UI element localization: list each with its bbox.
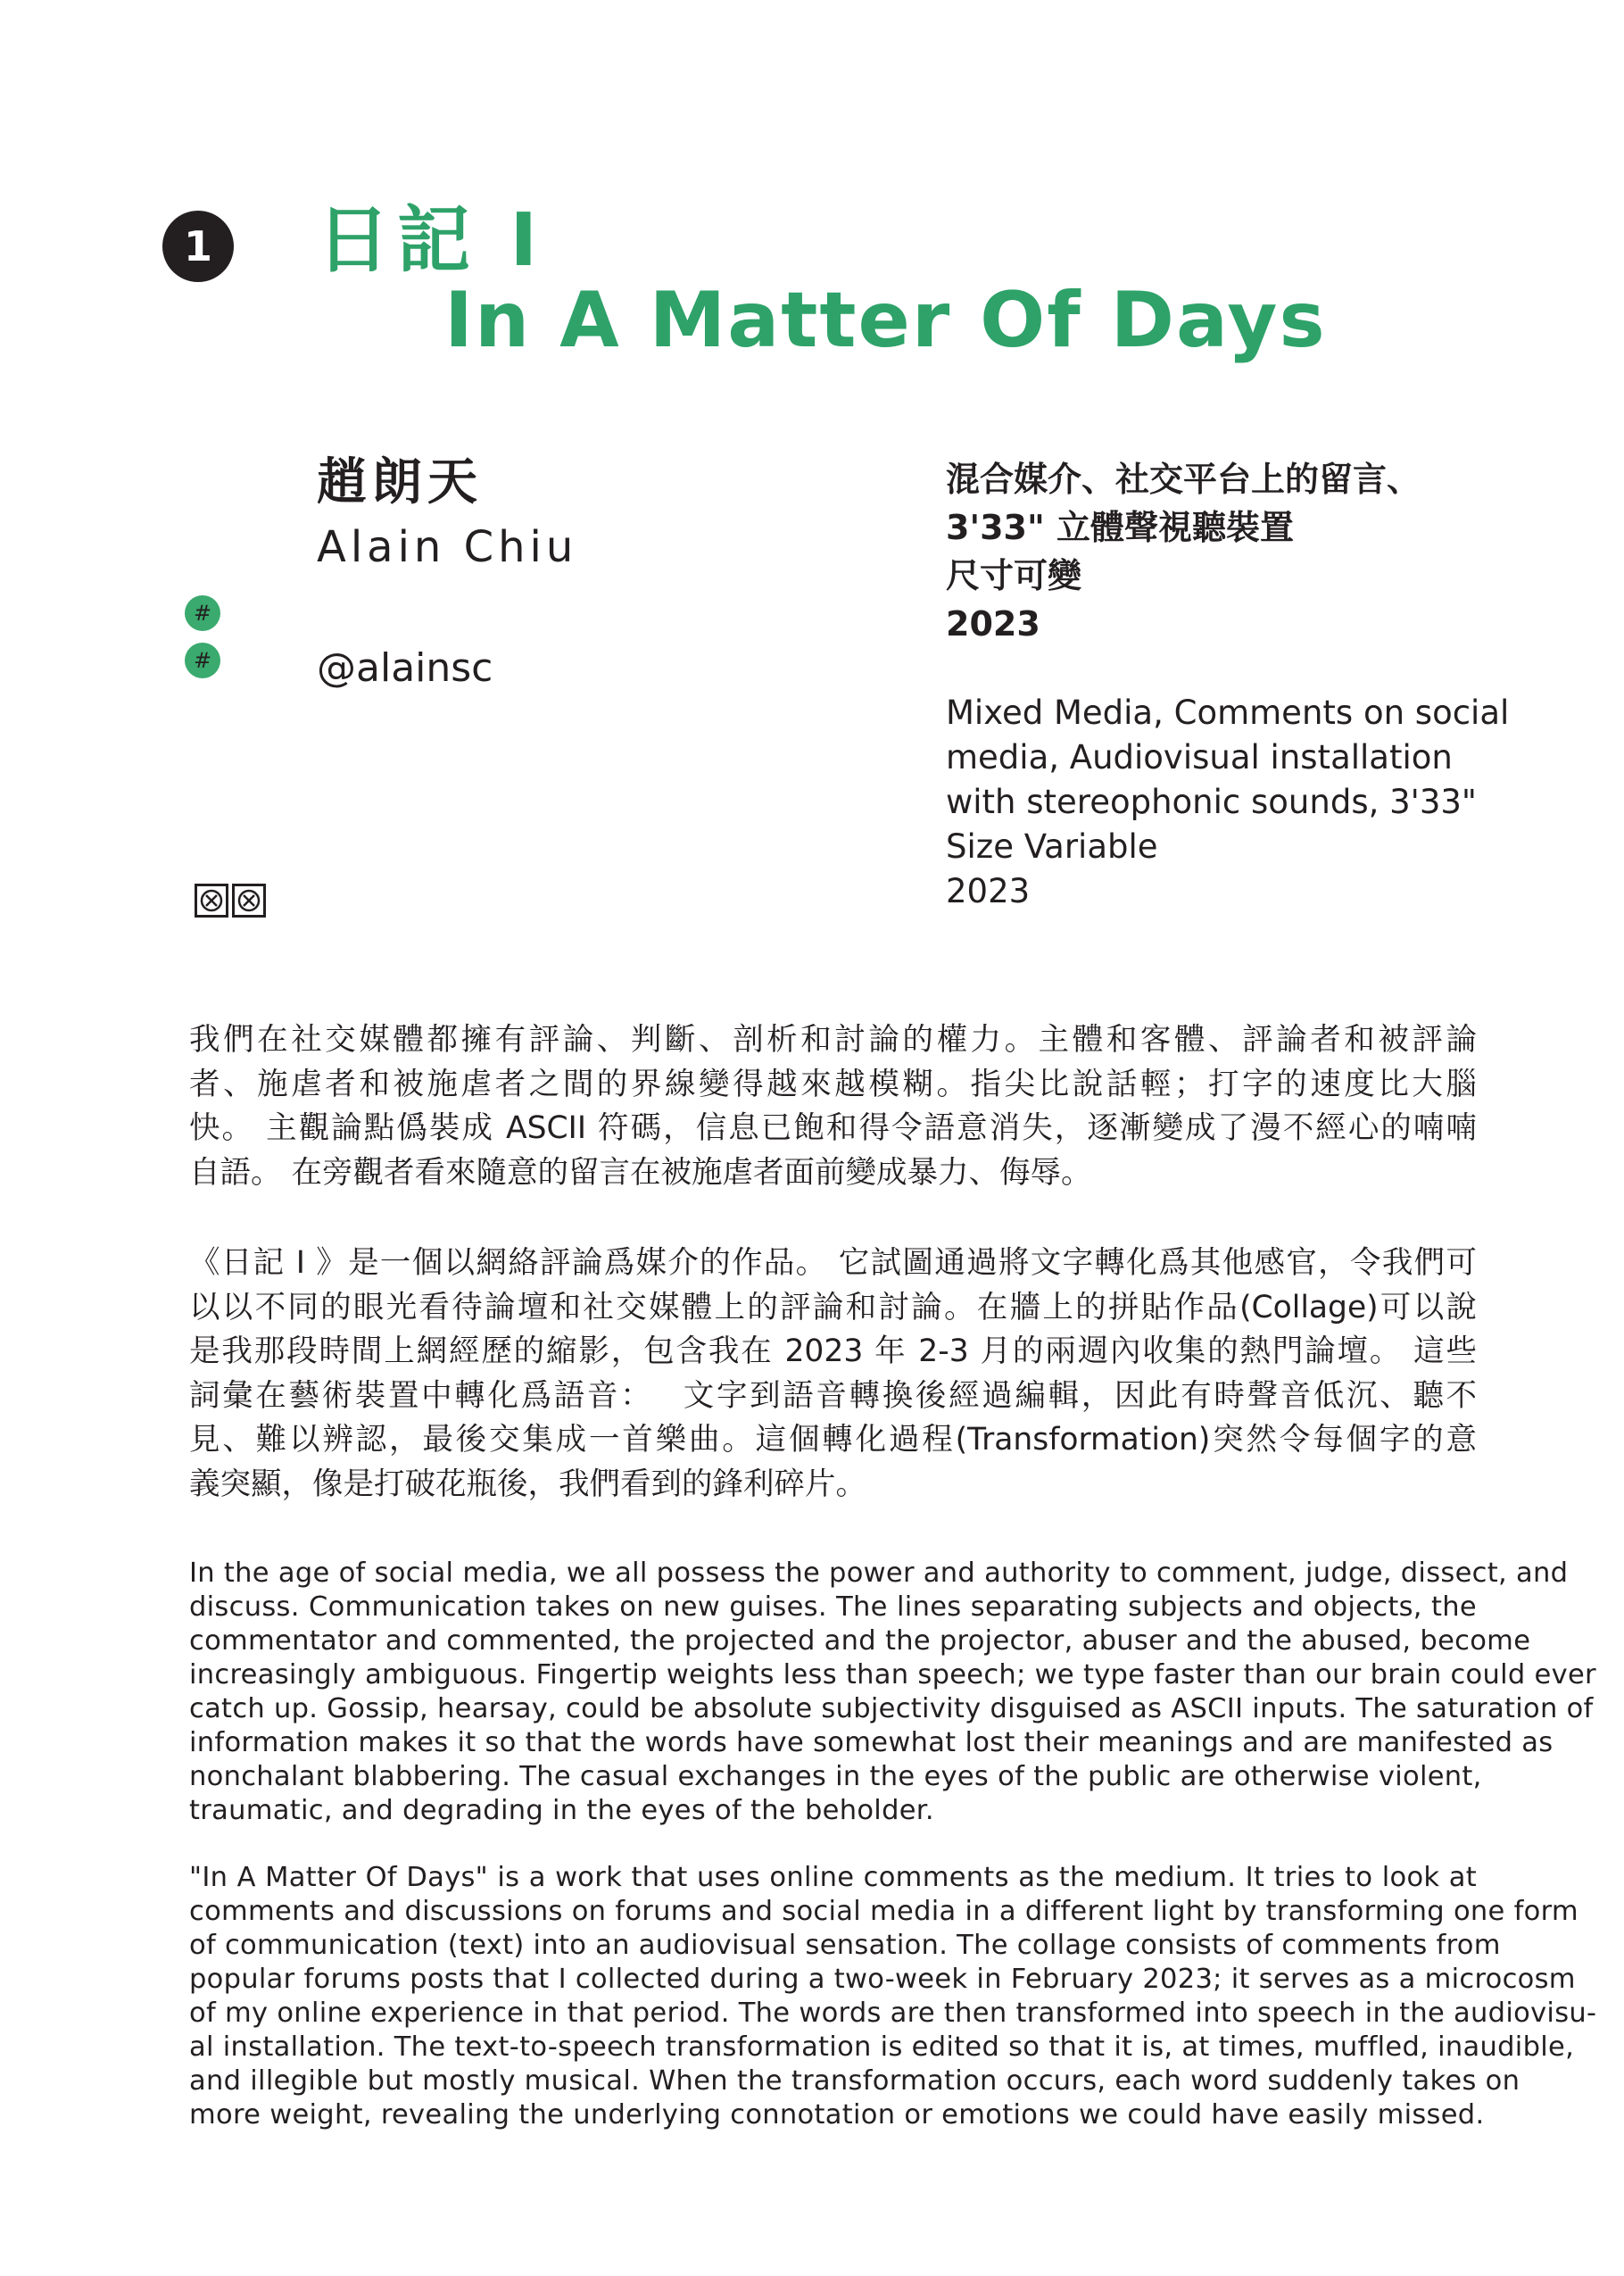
- statement-paragraph-en-1: [189, 1557, 1596, 1828]
- text-line: 義突顯，像是打破花瓶後，我們看到的鋒利碎片。: [189, 1466, 866, 1502]
- text-line: 者、施虐者和被施虐者之間的界線變得越來越模糊。指尖比說話輕；打字的速度比大腦: [189, 1066, 1477, 1102]
- text-line: 見、難以辨認，最後交集成一首樂曲。這個轉化過程(Transformation)突然令每個字的意: [189, 1422, 1477, 1458]
- detail-line: media, Audiovisual installation: [946, 738, 1453, 777]
- text-line: commentator and commented, the projected and the projector, abuser and the abused, become: [189, 1625, 1531, 1657]
- artist-name-chinese: 趙朗天: [317, 453, 483, 511]
- text-line: discuss. Communication takes on new guises. The lines separating subjects and objects, the: [189, 1591, 1477, 1623]
- x-box-icon: [232, 884, 266, 918]
- text-line: In the age of social media, we all possess the power and authority to comment, judge, dissect, and: [189, 1557, 1569, 1589]
- text-line: more weight, revealing the underlying connotation or emotions we could have easily missed.: [189, 2099, 1485, 2131]
- text-line: 《日記 I 》是一個以網絡評論爲媒介的作品。 它試圖通過將文字轉化爲其他感官，令我們可: [189, 1245, 1477, 1281]
- text-line: 是我那段時間上網經歷的縮影，包含我在 2023 年 2-3 月的兩週內收集的熱門論壇。 這些: [189, 1333, 1477, 1369]
- x-box-icon: [195, 884, 228, 918]
- detail-line: 3'33" 立體聲視聽裝置: [946, 508, 1294, 547]
- text-line: popular forums posts that I collected during a two-week in February 2023; it serves as a microcosm: [189, 1964, 1576, 1995]
- icon-row: [195, 884, 266, 918]
- text-line: 我們在社交媒體都擁有評論、判斷、剖析和討論的權力。主體和客體、評論者和被評論: [189, 1022, 1477, 1058]
- detail-line: with stereophonic sounds, 3'33": [946, 783, 1477, 821]
- text-line: "In A Matter Of Days" is a work that uses online comments as the medium. It tries to look at: [189, 1862, 1477, 1893]
- text-line: 自語。 在旁觀者看來隨意的留言在被施虐者面前變成暴力、侮辱。: [189, 1154, 1092, 1191]
- detail-line: Size Variable: [946, 827, 1158, 866]
- text-line: catch up. Gossip, hearsay, could be absolute subjectivity disguised as ASCII inputs. The saturation of: [189, 1693, 1594, 1724]
- text-line: comments and discussions on forums and social media in a different light by transforming one form: [189, 1896, 1578, 1927]
- statement-paragraph-en-2: [189, 1861, 1597, 2132]
- detail-line: 混合媒介、社交平台上的留言、: [946, 460, 1421, 499]
- number-badge: 1: [162, 211, 234, 282]
- detail-line: 2023: [946, 872, 1031, 910]
- hashtag-icon: #: [185, 643, 220, 678]
- text-line: and illegible but mostly musical. When the transformation occurs, each word suddenly takes on: [189, 2065, 1520, 2097]
- text-line: 快。 主觀論點僞裝成 ASCII 符碼，信息已飽和得令語意消失，逐漸變成了漫不經心的喃喃: [189, 1110, 1477, 1146]
- text-line: 以以不同的眼光看待論壇和社交媒體上的評論和討論。在牆上的拼貼作品(Collage)可以說: [189, 1289, 1477, 1325]
- text-line: 詞彙在藝術裝置中轉化爲語音： 文字到語音轉換後經過編輯，因此有時聲音低沉、聽不: [189, 1377, 1477, 1414]
- text-line: traumatic, and degrading in the eyes of the beholder.: [189, 1795, 934, 1826]
- title-english: In A Matter Of Days: [444, 276, 1327, 365]
- text-line: of communication (text) into an audiovisual sensation. The collage consists of comments from: [189, 1930, 1501, 1961]
- work-details-chinese: [946, 455, 1499, 648]
- statement-paragraph-zh-1: [189, 1018, 1477, 1195]
- text-line: increasingly ambiguous. Fingertip weights less than speech; we type faster than our brain could ever: [189, 1659, 1596, 1690]
- statement-paragraph-zh-2: [189, 1242, 1477, 1507]
- text-line: of my online experience in that period. The words are then transformed into speech in the audiovisu-: [189, 1998, 1597, 2029]
- text-line: nonchalant blabbering. The casual exchanges in the eyes of the public are otherwise violent,: [189, 1761, 1482, 1792]
- detail-line: 2023: [946, 604, 1040, 644]
- artist-name-english: Alain Chiu: [317, 522, 578, 572]
- hashtag-icon: #: [185, 595, 220, 631]
- text-line: al installation. The text-to-speech transformation is edited so that it is, at times, muffled, inaudible,: [189, 2031, 1575, 2063]
- social-handle[interactable]: @alainsc: [317, 645, 493, 691]
- text-line: information makes it so that the words have somewhat lost their meanings and are manifested as: [189, 1727, 1554, 1758]
- detail-line: Mixed Media, Comments on social: [946, 694, 1510, 732]
- work-details-english: [946, 691, 1510, 914]
- title-chinese: 日記 I: [317, 198, 545, 283]
- detail-line: 尺寸可變: [946, 556, 1082, 595]
